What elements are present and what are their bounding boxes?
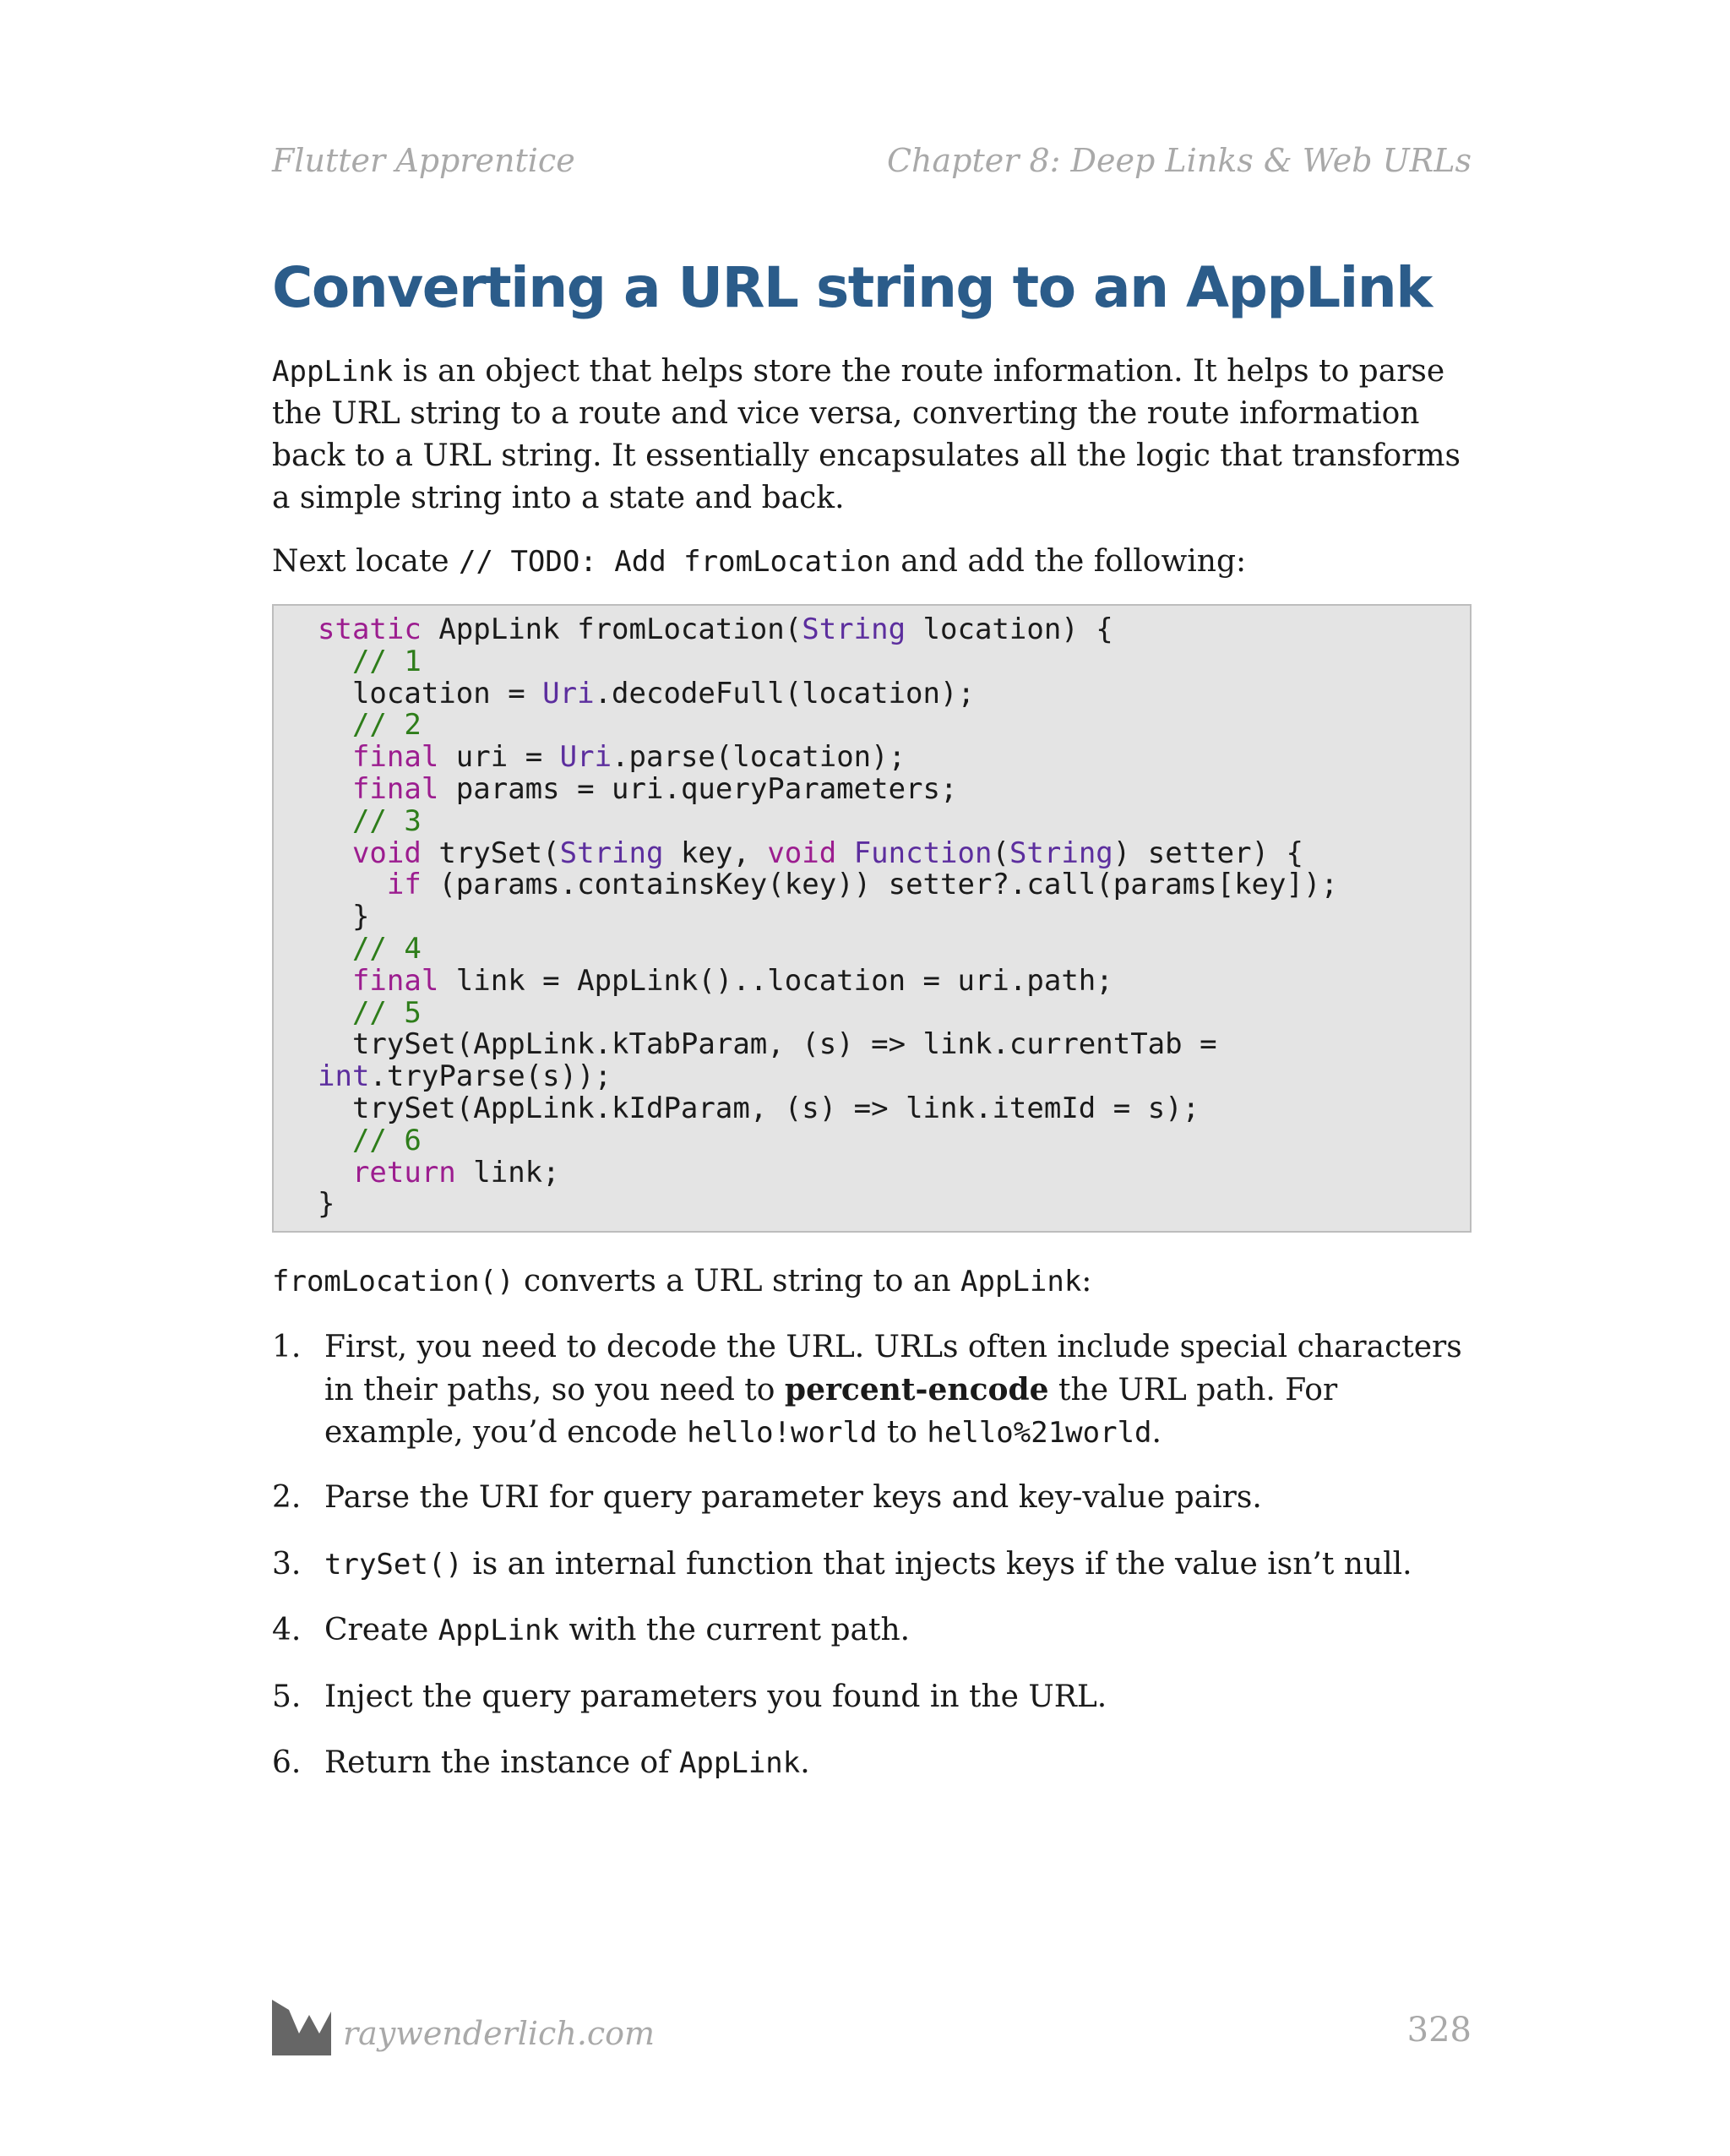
step-text [324,1326,1482,1454]
instruction-before: Next locate [272,544,460,579]
code-line: // 5 [351,995,422,1030]
code-line: trySet(AppLink.kTabParam, (s) => link.currentTab = [351,1027,1217,1062]
step-number: 5. [272,1680,302,1714]
code-line: void trySet(String key, void Function(String) setter) { [351,836,1303,870]
step-text-part: Return the instance of [324,1745,679,1780]
hello-encoded-code: hello%21world [927,1416,1152,1450]
code-line: location = Uri.decodeFull(location); [351,676,975,710]
code-line: // 4 [351,931,422,966]
intro-paragraph [272,351,1480,520]
step-text-part: First, you need to decode the URL. URLs often include special characters in their paths, so you need to [324,1330,1462,1407]
summary-text: converts a URL string to an [514,1264,960,1298]
chapter-title: Chapter 8: Deep Links & Web URLs [886,142,1472,179]
step-text [324,1609,1482,1652]
code-listing [318,614,1338,1221]
step-text [324,1544,1482,1586]
section-title: Converting a URL string to an AppLink [272,255,1432,320]
code-line: final params = uri.queryParameters; [351,771,958,806]
applink-code-term: AppLink [272,355,394,389]
applink-code: AppLink [438,1614,560,1647]
hello-world-code: hello!world [687,1416,878,1450]
step-text: Inject the query parameters you found in the URL. [324,1680,1107,1714]
step-number: 6. [272,1745,302,1780]
applink-code: AppLink [678,1746,801,1780]
running-header [272,142,1472,184]
code-line: final uri = Uri.parse(location); [351,740,906,775]
step-number: 3. [272,1547,302,1582]
instruction-paragraph [272,541,1480,583]
applink-code: AppLink [960,1265,1082,1298]
tryset-code: trySet() [324,1548,463,1582]
raywenderlich-logo-icon [272,2000,331,2055]
step-number: 4. [272,1613,302,1647]
code-line: final link = AppLink()..location = uri.path; [351,963,1113,998]
fromlocation-code: fromLocation() [272,1265,514,1298]
code-line: return link; [351,1155,560,1190]
code-line: } [318,1187,335,1222]
todo-code: // TODO: Add fromLocation [459,545,891,579]
step-text-part: with the current path. [559,1613,911,1647]
step-text-part: Create [324,1613,438,1647]
step-text-part: is an internal function that injects keys if the value isn’t null. [462,1547,1412,1582]
code-line: // 2 [351,708,422,743]
code-line: // 6 [351,1123,422,1157]
book-title: Flutter Apprentice [272,142,575,179]
code-line: if (params.containsKey(key)) setter?.call(params[key]); [386,868,1338,902]
summary-end: : [1081,1264,1092,1298]
code-block [272,604,1472,1233]
code-line: static AppLink fromLocation(String location) { [318,612,1113,646]
page-number: 328 [1406,2011,1472,2050]
step-number: 2. [272,1480,302,1515]
code-line: } [318,900,370,934]
step-number: 1. [272,1330,302,1364]
footer-site: raywenderlich.com [343,2015,656,2052]
code-line: // 1 [351,644,422,678]
summary-paragraph [272,1260,1480,1303]
code-line: // 3 [351,803,422,838]
code-line: trySet(AppLink.kIdParam, (s) => link.itemId = s); [351,1091,1200,1125]
intro-text: is an object that helps store the route information. It helps to parse the URL string to a route and vice versa, converting the route information back to a URL string. It essentially encapsulates all the logic that transforms a simple string into a state and back. [272,354,1461,515]
step-text [324,1742,1482,1784]
step-text-part: the URL path. For example, you’d encode [324,1373,1338,1450]
code-line: int.tryParse(s)); [318,1059,612,1094]
step-text: Parse the URI for query parameter keys and key-value pairs. [324,1480,1262,1515]
percent-encode-term: percent-encode [784,1372,1049,1407]
step-text-part: to [877,1415,928,1450]
step-text-part: . [800,1745,810,1780]
step-text-part: . [1151,1415,1161,1450]
instruction-after: and add the following: [890,544,1247,579]
